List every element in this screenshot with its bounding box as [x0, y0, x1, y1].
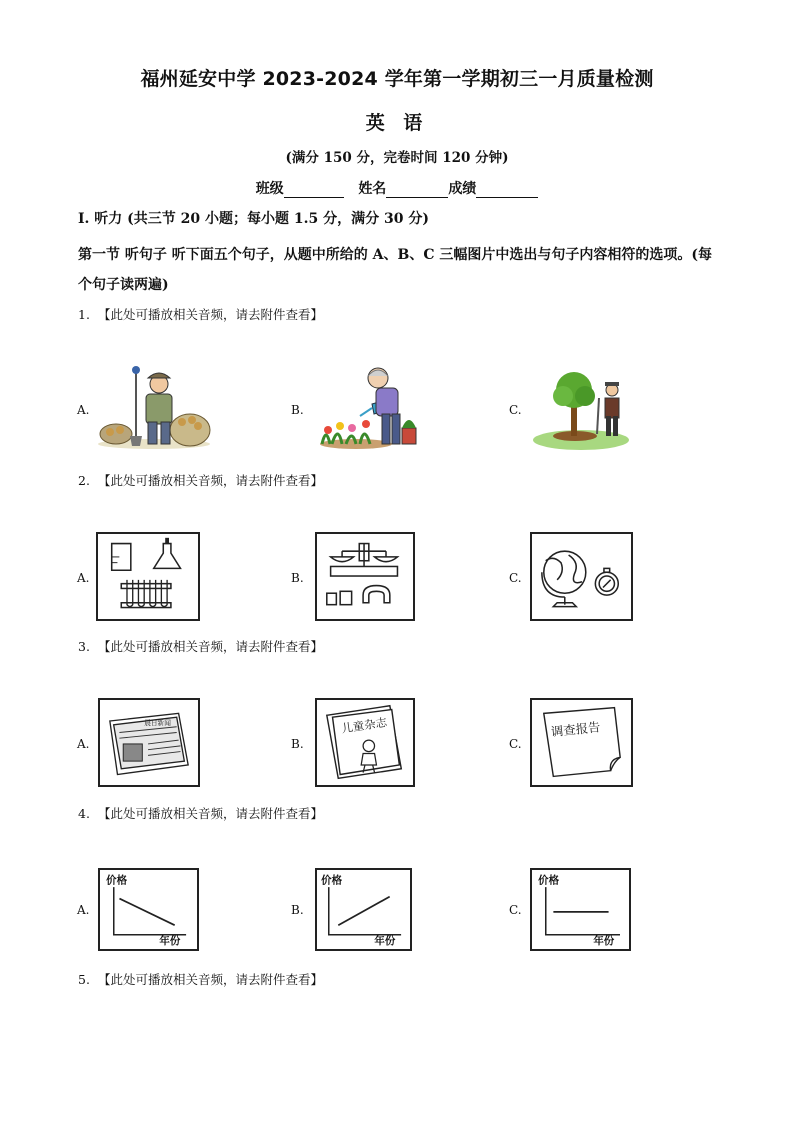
- grade-blank[interactable]: [476, 183, 538, 198]
- graph-axes: [546, 887, 620, 935]
- price-flat-graph[interactable]: [530, 868, 631, 951]
- exam-title: 福州延安中学 2023-2024 学年第一学期初三一月质量检测: [140, 68, 654, 90]
- newspaper-label: 晨日新闻: [144, 718, 171, 727]
- question-number: 2.: [78, 473, 90, 488]
- score-note: (满分 150 分，完卷时间 120 分钟): [285, 150, 509, 166]
- audio-placeholder[interactable]: 【此处可播放相关音频，请去附件查看】: [98, 972, 324, 987]
- old-man-watering-flowers-image[interactable]: [316, 364, 422, 452]
- audio-placeholder[interactable]: 【此处可播放相关音频，请去附件查看】: [98, 639, 324, 654]
- option-a-label: A.: [77, 903, 90, 917]
- graph-xlabel: 年份: [374, 935, 396, 948]
- survey-report-image[interactable]: [530, 698, 633, 787]
- option-b-label: B.: [291, 571, 304, 585]
- graph-xlabel: 年份: [159, 935, 181, 948]
- audio-placeholder[interactable]: 【此处可播放相关音频，请去附件查看】: [98, 473, 324, 488]
- audio-placeholder[interactable]: 【此处可播放相关音频，请去附件查看】: [98, 806, 324, 821]
- subject-title: 英 语: [365, 112, 429, 134]
- price-decreasing-graph[interactable]: [98, 868, 199, 951]
- option-a-label: A.: [77, 737, 90, 751]
- student-info-line: [0, 178, 794, 198]
- option-b-label: B.: [291, 403, 304, 417]
- option-c-label: C.: [509, 903, 522, 917]
- graph-ylabel: 价格: [106, 874, 128, 887]
- option-b-label: B.: [291, 903, 304, 917]
- option-a-label: A.: [77, 571, 90, 585]
- option-b-label: B.: [291, 737, 304, 751]
- class-blank[interactable]: [284, 183, 344, 198]
- price-increasing-graph[interactable]: [315, 868, 412, 951]
- report-label: 调查报告: [550, 719, 602, 740]
- question-number: 3.: [78, 639, 90, 654]
- children-magazine-image[interactable]: [315, 698, 415, 787]
- section-heading: Ⅰ. 听力 (共三节 20 小题；每小题 1.5 分，满分 30 分): [78, 211, 429, 227]
- price-trend-line: [338, 897, 389, 926]
- question-number: 4.: [78, 806, 90, 821]
- question-1: [78, 305, 323, 323]
- audio-placeholder[interactable]: 【此处可播放相关音频，请去附件查看】: [98, 307, 324, 322]
- man-planting-tree-image[interactable]: [531, 368, 631, 452]
- option-c-label: C.: [509, 737, 522, 751]
- newspaper-image[interactable]: [98, 698, 200, 787]
- balance-scale-magnet-image[interactable]: [315, 532, 415, 621]
- graph-axes: [114, 887, 186, 935]
- question-number: 5.: [78, 972, 90, 987]
- magazine-label: 儿童杂志: [340, 715, 388, 736]
- option-a-label: A.: [77, 403, 90, 417]
- name-blank[interactable]: [386, 183, 448, 198]
- graph-ylabel: 价格: [321, 874, 343, 887]
- question-3: [78, 637, 323, 655]
- part-instruction: 第一节 听句子 听下面五个句子，从题中所给的 A、B、C 三幅图片中选出与句子内容相符的选项。(每个句子读两遍): [78, 247, 712, 293]
- option-c-label: C.: [509, 571, 522, 585]
- grade-label: 成绩: [448, 181, 477, 197]
- globe-compass-image[interactable]: [530, 532, 633, 621]
- question-number: 1.: [78, 307, 90, 322]
- question-4: [78, 804, 323, 822]
- question-5: [78, 970, 323, 988]
- price-trend-line: [119, 899, 174, 926]
- option-c-label: C.: [509, 403, 522, 417]
- class-label: 班级: [255, 181, 284, 197]
- question-2: [78, 471, 323, 489]
- farmer-potatoes-image[interactable]: [96, 364, 212, 450]
- name-label: 姓名: [358, 181, 387, 197]
- graph-xlabel: 年份: [593, 935, 615, 948]
- chemistry-equipment-image[interactable]: [96, 532, 200, 621]
- graph-ylabel: 价格: [538, 874, 560, 887]
